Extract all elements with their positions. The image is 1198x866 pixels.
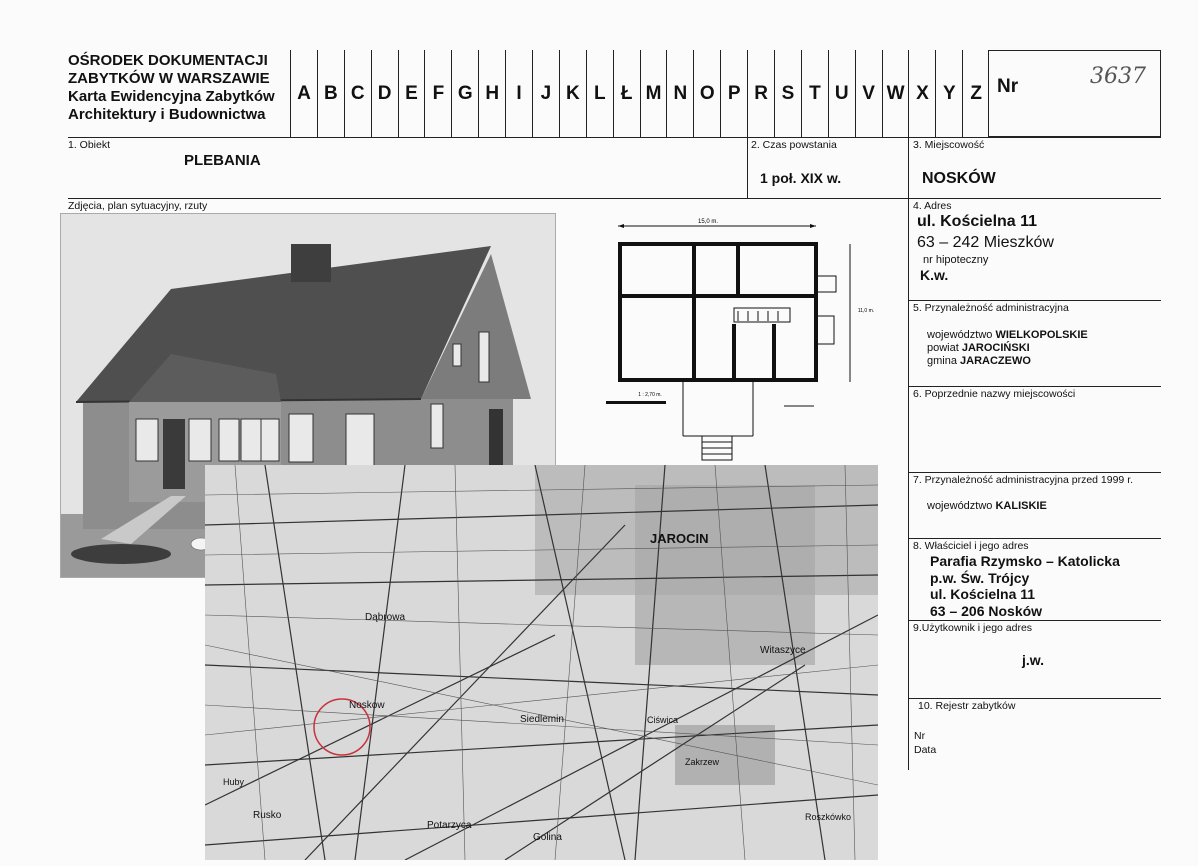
- wlasciciel-line-2: p.w. Św. Trójcy: [930, 569, 1030, 586]
- plan-width-dim: 15,0 m.: [697, 219, 719, 225]
- map-label-dabrowa: Dąbrowa: [365, 612, 406, 623]
- plan-height-dim: 11,0 m.: [857, 308, 875, 314]
- rejestr-data: Data: [914, 744, 937, 756]
- adres-street: ul. Kościelna 11: [917, 213, 1038, 230]
- wlasciciel-address: [930, 553, 1120, 619]
- obiekt-label: 1. Obiekt: [68, 139, 111, 151]
- letter-cell: Ł: [613, 50, 640, 137]
- divider: [908, 620, 1161, 621]
- letter-cell: Z: [962, 50, 989, 137]
- plan-scale: 1 : 2,70 m.: [638, 392, 662, 398]
- wlasciciel-label: 8. Właściciel i jego adres: [913, 540, 1029, 552]
- divider: [908, 300, 1161, 301]
- powiat-label: powiat: [927, 342, 959, 354]
- rejestr-label: 10. Rejestr zabytków: [918, 700, 1016, 712]
- letter-cell: A: [290, 50, 317, 137]
- alphabet-strip: [290, 50, 989, 137]
- uzytkownik-value: j.w.: [1022, 652, 1045, 668]
- header-line-4: Architektury i Budownictwa: [68, 106, 266, 123]
- uzytkownik-label: 9.Użytkownik i jego adres: [913, 622, 1033, 634]
- letter-cell: T: [801, 50, 828, 137]
- letter-cell: D: [371, 50, 398, 137]
- wlasciciel-line-4: 63 – 206 Nosków: [930, 602, 1043, 619]
- gmina-value: JARACZEWO: [960, 355, 1031, 367]
- przed1999-label: 7. Przynależność administracyjna przed 1999 r.: [913, 474, 1134, 486]
- divider: [747, 137, 748, 198]
- gmina-row: [927, 355, 1031, 367]
- map-drawing: [205, 465, 878, 860]
- powiat-value: JAROCIŃSKI: [961, 342, 1030, 354]
- letter-cell: W: [882, 50, 909, 137]
- letter-cell: X: [908, 50, 935, 137]
- divider: [908, 386, 1161, 387]
- hipoteka-label: nr hipoteczny: [923, 254, 989, 266]
- miejscowosc-label: 3. Miejscowość: [913, 139, 985, 151]
- letter-cell: M: [640, 50, 667, 137]
- obiekt-value: PLEBANIA: [184, 152, 261, 169]
- divider: [68, 198, 1161, 199]
- letter-cell: P: [720, 50, 747, 137]
- letter-cell: N: [666, 50, 693, 137]
- map-label-golina: Golina: [533, 832, 562, 843]
- map-label-siedlemin: Siedlemin: [520, 714, 564, 725]
- location-map: [205, 465, 878, 860]
- letter-cell: J: [532, 50, 559, 137]
- letter-cell: Y: [935, 50, 962, 137]
- divider: [908, 538, 1161, 539]
- letter-cell: U: [828, 50, 855, 137]
- wlasciciel-line-1: Parafia Rzymsko – Katolicka: [930, 553, 1120, 569]
- woj-label: województwo: [927, 329, 993, 341]
- letter-cell: C: [344, 50, 371, 137]
- adres-postal: 63 – 242 Mieszków: [917, 234, 1054, 251]
- number-label: Nr: [997, 76, 1019, 97]
- gmina-label: gmina: [927, 355, 957, 367]
- divider: [908, 472, 1161, 473]
- letter-cell: R: [747, 50, 774, 137]
- czas-label: 2. Czas powstania: [751, 139, 837, 151]
- floor-plan: [598, 216, 888, 464]
- przed1999-row: [927, 500, 1047, 512]
- letter-cell: K: [559, 50, 586, 137]
- przed1999-woj-value: KALISKIE: [995, 500, 1047, 512]
- letter-cell: O: [693, 50, 720, 137]
- map-label-roszkowko: Roszkówko: [805, 812, 852, 822]
- card-number: 3637: [1090, 64, 1146, 89]
- letter-cell: F: [424, 50, 451, 137]
- divider: [290, 50, 291, 137]
- letter-cell: S: [774, 50, 801, 137]
- letter-cell: V: [855, 50, 882, 137]
- letter-cell: I: [505, 50, 532, 137]
- miejscowosc-value: NOSKÓW: [922, 170, 996, 187]
- photos-label: Zdjęcia, plan sytuacyjny, rzuty: [68, 200, 208, 212]
- divider: [908, 137, 909, 770]
- map-label-rusko: Rusko: [253, 810, 282, 821]
- powiat-row: [927, 342, 1030, 354]
- letter-cell: E: [398, 50, 425, 137]
- header-line-2: ZABYTKÓW W WARSZAWIE: [68, 70, 270, 87]
- letter-cell: B: [317, 50, 344, 137]
- divider: [68, 137, 1161, 138]
- map-label-jarocin: JAROCIN: [650, 531, 709, 546]
- map-label-huby: Huby: [223, 777, 245, 787]
- czas-value: 1 poł. XIX w.: [760, 170, 842, 186]
- wlasciciel-line-3: ul. Kościelna 11: [930, 586, 1036, 602]
- letter-cell: G: [451, 50, 478, 137]
- adres-label: 4. Adres: [913, 200, 952, 212]
- map-label-zakrzew: Zakrzew: [685, 757, 720, 767]
- rejestr-nr: Nr: [914, 730, 926, 742]
- letter-cell: L: [586, 50, 613, 137]
- letter-cell: H: [478, 50, 505, 137]
- map-label-noskow: Noskow: [349, 700, 385, 711]
- poprzednie-label: 6. Poprzednie nazwy miejscowości: [913, 388, 1076, 400]
- header-line-3: Karta Ewidencyjna Zabytków: [68, 88, 275, 105]
- woj-row: [927, 329, 1088, 341]
- przynaleznosc-label: 5. Przynależność administracyjna: [913, 302, 1069, 314]
- institution-header: [68, 52, 275, 124]
- divider: [908, 698, 1161, 699]
- map-label-potarzyca: Potarzyca: [427, 820, 472, 831]
- map-label-ciswica: Ciświca: [647, 715, 679, 725]
- kw-value: K.w.: [920, 267, 949, 283]
- woj-value: WIELKOPOLSKIE: [995, 329, 1088, 341]
- przed1999-woj-label: województwo: [927, 500, 993, 512]
- map-label-witaszyce: Witaszyce: [760, 645, 806, 656]
- header-line-1: OŚRODEK DOKUMENTACJI: [68, 52, 268, 69]
